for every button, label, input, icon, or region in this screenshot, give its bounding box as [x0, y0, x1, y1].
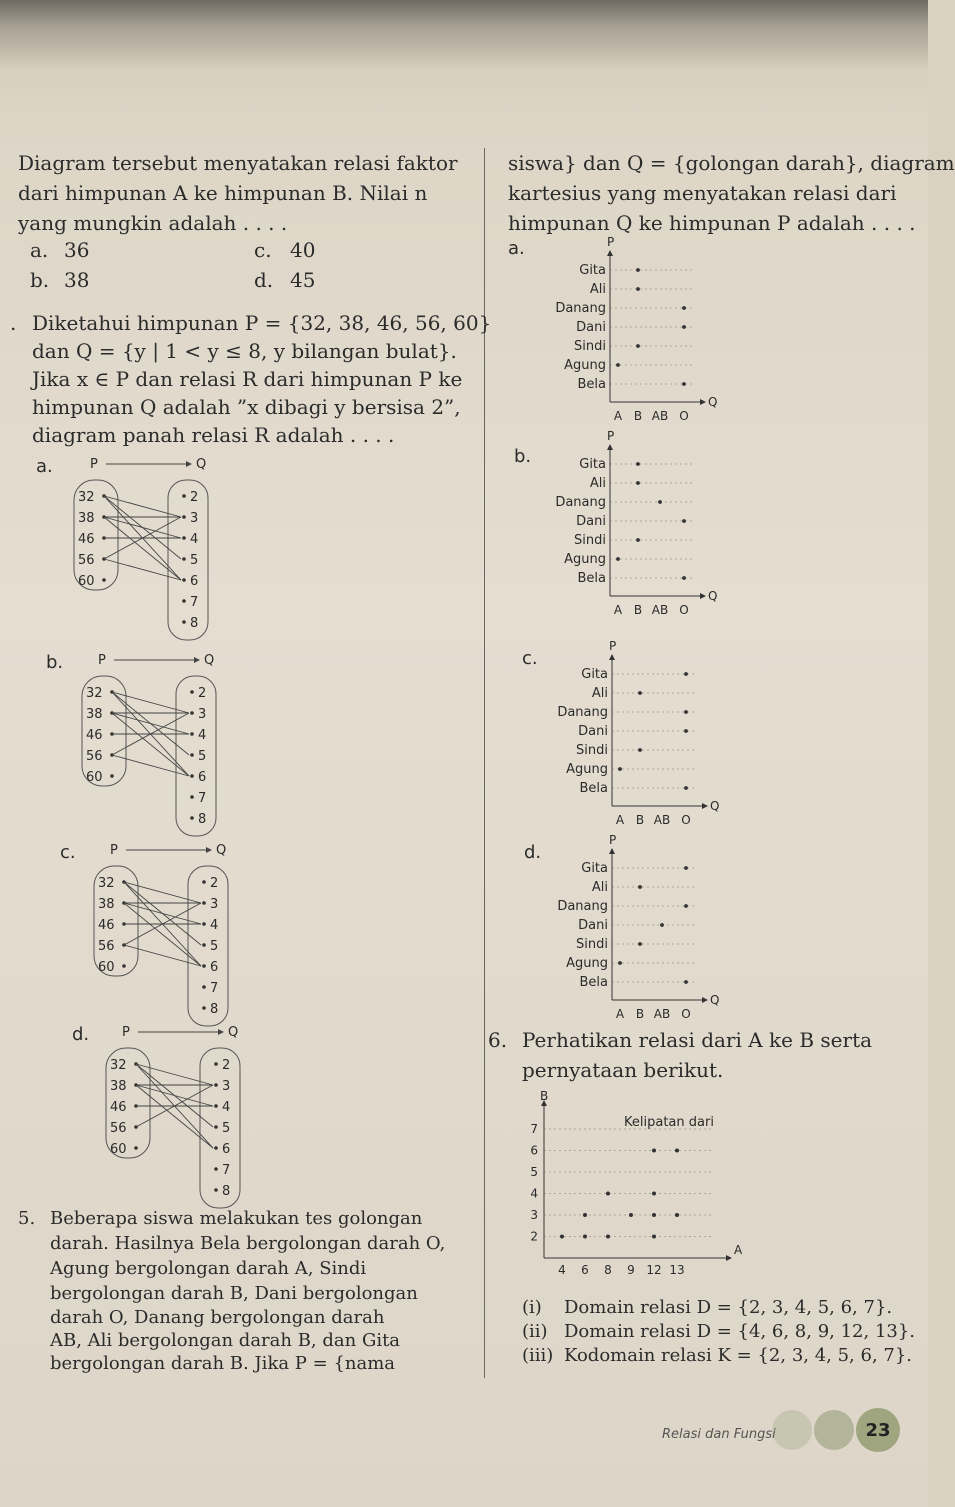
blood-type-label: A	[613, 409, 623, 423]
q-value: 2	[198, 686, 207, 701]
q-dot	[182, 494, 186, 498]
relation-point	[618, 961, 622, 965]
q4-line-2: dari himpunan A ke himpunan B. Nilai n	[18, 181, 428, 205]
footer-decoration	[814, 1410, 854, 1450]
relation-point	[618, 767, 622, 771]
header-arrow-head	[186, 461, 192, 467]
q-dot	[202, 985, 206, 989]
arrow-option-label: d.	[72, 1024, 90, 1045]
name-label: Sindi	[574, 339, 606, 354]
q4-option-c-label: c.	[254, 238, 272, 262]
q5b-line-4: bergolongan darah B, Dani bergolongan	[50, 1283, 418, 1304]
name-label: Dani	[576, 320, 606, 335]
name-label: Dani	[578, 724, 608, 739]
p-value: 60	[110, 1142, 127, 1157]
name-label: Danang	[557, 705, 608, 720]
p-value: 56	[86, 749, 103, 764]
data-point	[675, 1213, 679, 1217]
blood-type-label: AB	[651, 603, 669, 617]
q-dot	[214, 1188, 218, 1192]
q-value: 5	[198, 749, 207, 764]
q-value: 4	[222, 1100, 231, 1115]
statement-iii-label: (iii)	[522, 1345, 554, 1366]
relation-point	[636, 344, 640, 348]
p-value: 56	[78, 553, 95, 568]
footer-decoration	[772, 1410, 812, 1450]
y-axis-label: B	[540, 1089, 549, 1103]
blood-type-label: O	[679, 603, 689, 617]
relation-point	[636, 462, 640, 466]
data-point	[652, 1235, 656, 1239]
p-value: 60	[78, 574, 95, 589]
blood-type-label: A	[615, 813, 625, 827]
q-value: 5	[222, 1121, 231, 1136]
name-label: Ali	[591, 880, 608, 895]
q4-option-a-label: a.	[30, 238, 49, 262]
q-value: 8	[190, 616, 199, 631]
relation-point	[638, 691, 642, 695]
q4-option-b-label: b.	[30, 268, 50, 292]
q-dot	[182, 578, 186, 582]
data-point	[652, 1192, 656, 1196]
q-dot	[190, 774, 194, 778]
p-value: 38	[110, 1079, 127, 1094]
p-value: 32	[110, 1058, 127, 1073]
statement-i-text: Domain relasi D = {2, 3, 4, 5, 6, 7}.	[564, 1297, 893, 1318]
relation-point	[682, 519, 686, 523]
relation-point	[616, 557, 620, 561]
q-value: 6	[222, 1142, 231, 1157]
y-tick-label: 4	[530, 1186, 538, 1201]
relation-point	[658, 500, 662, 504]
name-label: Gita	[579, 263, 606, 278]
q-dot	[202, 1006, 206, 1010]
relation-point	[636, 538, 640, 542]
q5a-line-1: Diketahui himpunan P = {32, 38, 46, 56, 60}	[32, 311, 492, 335]
blood-type-label: B	[633, 603, 643, 617]
p-value: 46	[86, 728, 103, 743]
statement-ii-text: Domain relasi D = {4, 6, 8, 9, 12, 13}.	[564, 1321, 916, 1342]
p-value: 32	[78, 490, 95, 505]
cart-option-label: a.	[508, 238, 525, 259]
set-p-label: P	[90, 457, 98, 472]
q-value: 2	[190, 490, 199, 505]
relation-point	[682, 325, 686, 329]
y-axis-label: P	[609, 639, 617, 653]
name-label: Bela	[577, 377, 606, 392]
q-value: 2	[210, 876, 219, 891]
p-value: 38	[78, 511, 95, 526]
x-axis-arrow	[702, 803, 708, 809]
page-number: 23	[856, 1408, 900, 1452]
data-point	[675, 1149, 679, 1153]
data-point	[606, 1192, 610, 1196]
q-value: 2	[222, 1058, 231, 1073]
relation-point	[638, 942, 642, 946]
relation-point	[638, 748, 642, 752]
q-dot	[190, 753, 194, 757]
name-label: Sindi	[576, 937, 608, 952]
q5b-line-3: Agung bergolongan darah A, Sindi	[50, 1258, 367, 1279]
p-value: 56	[110, 1121, 127, 1136]
q-value: 3	[190, 511, 199, 526]
relation-arrow	[112, 755, 189, 776]
name-label: Bela	[577, 571, 606, 586]
data-point	[583, 1213, 587, 1217]
y-axis-arrow	[607, 250, 613, 256]
blood-type-label: AB	[651, 409, 669, 423]
blood-type-label: B	[633, 409, 643, 423]
arrow-option-label: c.	[60, 842, 76, 863]
q-value: 3	[222, 1079, 231, 1094]
q-dot	[182, 536, 186, 540]
blood-type-label: O	[681, 1007, 691, 1021]
q6-line-1: Perhatikan relasi dari A ke B serta	[522, 1028, 873, 1052]
q-dot	[182, 599, 186, 603]
relation-arrow	[104, 496, 181, 517]
p-dot	[122, 964, 126, 968]
x-tick-label: 8	[604, 1263, 612, 1277]
relation-point	[682, 382, 686, 386]
chart-title: Kelipatan dari	[624, 1115, 714, 1130]
multiples-chart	[500, 1088, 743, 1288]
blood-type-label: AB	[653, 813, 671, 827]
q5a-prefix: .	[10, 311, 17, 335]
relation-arrow	[136, 1064, 213, 1085]
relation-point	[682, 576, 686, 580]
x-axis-arrow	[702, 997, 708, 1003]
q5b-line-5: darah O, Danang bergolongan darah	[50, 1307, 385, 1328]
relation-point	[636, 287, 640, 291]
relation-point	[684, 710, 688, 714]
q-value: 5	[190, 553, 199, 568]
arrow-option-label: a.	[36, 456, 53, 477]
data-point	[606, 1235, 610, 1239]
q5b-line-2: darah. Hasilnya Bela bergolongan darah O,	[50, 1233, 446, 1254]
x-axis-label: Q	[708, 395, 718, 409]
name-label: Sindi	[576, 743, 608, 758]
q-value: 5	[210, 939, 219, 954]
q4-option-d-value: 45	[290, 268, 316, 292]
relation-arrow	[104, 517, 181, 538]
q-dot	[182, 620, 186, 624]
name-label: Agung	[566, 956, 608, 971]
chapter-title: Relasi dan Fungsi	[662, 1427, 776, 1442]
p-dot	[110, 774, 114, 778]
y-tick-label: 6	[530, 1143, 538, 1158]
relation-point	[616, 363, 620, 367]
cart-option-label: d.	[524, 842, 542, 863]
q4-option-d-label: d.	[254, 268, 274, 292]
statement-iii-text: Kodomain relasi K = {2, 3, 4, 5, 6, 7}.	[564, 1345, 913, 1366]
q4-line-3: yang mungkin adalah . . . .	[18, 211, 288, 235]
p-dot	[102, 578, 106, 582]
relation-arrow	[124, 945, 201, 966]
q-dot	[182, 515, 186, 519]
name-label: Bela	[579, 975, 608, 990]
set-q-label: Q	[196, 457, 207, 472]
p-value: 46	[98, 918, 115, 933]
p-value: 32	[98, 876, 115, 891]
cartesian-diagram-options	[484, 0, 928, 1040]
name-label: Bela	[579, 781, 608, 796]
name-label: Ali	[591, 686, 608, 701]
q5a-line-3: Jika x ∈ P dan relasi R dari himpunan P ke	[32, 367, 463, 391]
header-arrow-head	[218, 1029, 224, 1035]
q4-option-c-value: 40	[290, 238, 316, 262]
relation-arrow	[112, 713, 189, 776]
p-value: 38	[86, 707, 103, 722]
p-value: 46	[110, 1100, 127, 1115]
statement-ii-label: (ii)	[522, 1321, 548, 1342]
p-value: 32	[86, 686, 103, 701]
y-tick-label: 5	[530, 1165, 538, 1179]
y-tick-label: 3	[530, 1208, 538, 1222]
header-arrow-head	[194, 657, 200, 663]
set-q-oval	[188, 866, 228, 1026]
name-label: Danang	[555, 495, 606, 510]
q5b-line-7: bergolongan darah B. Jika P = {nama	[50, 1353, 396, 1374]
name-label: Gita	[579, 457, 606, 472]
q-value: 4	[198, 728, 207, 743]
name-label: Danang	[557, 899, 608, 914]
q-value: 8	[222, 1184, 231, 1199]
relation-arrow	[104, 517, 181, 580]
q-dot	[190, 690, 194, 694]
q4-option-b-value: 38	[64, 268, 90, 292]
x-axis-label: Q	[708, 589, 718, 603]
relation-point	[684, 672, 688, 676]
name-label: Sindi	[574, 533, 606, 548]
q-value: 7	[190, 595, 199, 610]
p-dot	[134, 1146, 138, 1150]
p-value: 46	[78, 532, 95, 547]
x-axis-arrow	[700, 399, 706, 405]
q-dot	[202, 943, 206, 947]
x-axis-arrow	[700, 593, 706, 599]
q5a-line-2: dan Q = {y | 1 < y ≤ 8, y bilangan bulat}.	[32, 339, 457, 363]
set-q-oval	[176, 676, 216, 836]
name-label: Agung	[564, 552, 606, 567]
name-label: Dani	[576, 514, 606, 529]
y-axis-label: P	[607, 235, 615, 249]
x-tick-label: 4	[558, 1263, 566, 1277]
set-p-label: P	[98, 653, 106, 668]
y-axis-label: P	[609, 833, 617, 847]
x-tick-label: 9	[627, 1263, 635, 1277]
set-q-oval	[168, 480, 208, 640]
set-q-oval	[200, 1048, 240, 1208]
y-axis-label: P	[607, 429, 615, 443]
blood-type-label: AB	[653, 1007, 671, 1021]
p-value: 56	[98, 939, 115, 954]
relation-point	[636, 268, 640, 272]
relation-point	[684, 866, 688, 870]
set-p-label: P	[110, 843, 118, 858]
relation-point	[682, 306, 686, 310]
blood-type-label: A	[613, 603, 623, 617]
relation-arrow	[112, 692, 189, 713]
statement-i-label: (i)	[522, 1297, 542, 1318]
y-axis-arrow	[607, 444, 613, 450]
q-dot	[214, 1146, 218, 1150]
header-arrow-head	[206, 847, 212, 853]
data-point	[583, 1235, 587, 1239]
cart-option-label: c.	[522, 648, 538, 669]
name-label: Dani	[578, 918, 608, 933]
relation-arrow	[104, 559, 181, 580]
set-q-label: Q	[204, 653, 215, 668]
relation-point	[684, 904, 688, 908]
p-value: 60	[86, 770, 103, 785]
q-dot	[190, 711, 194, 715]
q5b-number: 5.	[18, 1208, 36, 1229]
x-axis-label: Q	[710, 993, 720, 1007]
p-value: 38	[98, 897, 115, 912]
q-value: 8	[210, 1002, 219, 1017]
data-point	[652, 1149, 656, 1153]
q-dot	[182, 557, 186, 561]
relation-point	[660, 923, 664, 927]
arrow-option-label: b.	[46, 652, 64, 673]
relation-arrow	[124, 882, 201, 903]
q-value: 7	[222, 1163, 231, 1178]
x-axis-arrow	[726, 1255, 732, 1261]
relation-point	[638, 885, 642, 889]
y-tick-label: 7	[530, 1122, 538, 1136]
q5-cont-line-1: siswa} dan Q = {golongan darah}, diagram	[508, 151, 955, 175]
data-point	[560, 1235, 564, 1239]
q-dot	[202, 901, 206, 905]
blood-type-label: B	[635, 1007, 645, 1021]
cart-option-label: b.	[514, 446, 532, 467]
x-axis-label: A	[734, 1243, 743, 1257]
q-dot	[202, 880, 206, 884]
x-axis-label: Q	[710, 799, 720, 813]
q5-cont-line-3: himpunan Q ke himpunan P adalah . . . .	[508, 211, 916, 235]
q-dot	[190, 732, 194, 736]
q-value: 6	[190, 574, 199, 589]
q6-number: 6.	[488, 1028, 508, 1052]
y-axis-arrow	[609, 848, 615, 854]
relation-arrow	[124, 903, 201, 924]
y-tick-label: 2	[530, 1229, 538, 1244]
data-point	[629, 1213, 633, 1217]
q-value: 3	[210, 897, 219, 912]
q-dot	[214, 1062, 218, 1066]
q-dot	[214, 1167, 218, 1171]
q5a-line-4: himpunan Q adalah ”x dibagi y bersisa 2”,	[32, 395, 461, 419]
arrow-diagram-options	[0, 0, 484, 1200]
q6-line-2: pernyataan berikut.	[522, 1058, 724, 1082]
q-value: 3	[198, 707, 207, 722]
q-dot	[190, 816, 194, 820]
q5a-line-5: diagram panah relasi R adalah . . . .	[32, 423, 395, 447]
q-dot	[214, 1104, 218, 1108]
q5b-line-6: AB, Ali bergolongan darah B, dan Gita	[50, 1330, 401, 1351]
x-tick-label: 12	[646, 1263, 662, 1277]
q-dot	[202, 922, 206, 926]
q5b-line-1: Beberapa siswa melakukan tes golongan	[50, 1208, 423, 1229]
q-dot	[190, 795, 194, 799]
name-label: Ali	[589, 476, 606, 491]
q-value: 4	[190, 532, 199, 547]
q-dot	[214, 1125, 218, 1129]
x-tick-label: 6	[581, 1263, 589, 1277]
relation-arrow	[124, 903, 201, 966]
relation-arrow	[136, 1085, 213, 1106]
blood-type-label: B	[635, 813, 645, 827]
q4-line-1: Diagram tersebut menyatakan relasi faktor	[18, 151, 458, 175]
q-value: 7	[198, 791, 207, 806]
relation-arrow	[112, 713, 189, 734]
name-label: Gita	[581, 667, 608, 682]
y-axis-arrow	[609, 654, 615, 660]
blood-type-label: A	[615, 1007, 625, 1021]
name-label: Agung	[566, 762, 608, 777]
q-dot	[202, 964, 206, 968]
name-label: Ali	[589, 282, 606, 297]
name-label: Danang	[555, 301, 606, 316]
relation-arrow	[136, 1085, 213, 1148]
x-tick-label: 13	[669, 1263, 685, 1277]
name-label: Gita	[581, 861, 608, 876]
relation-point	[636, 481, 640, 485]
data-point	[652, 1213, 656, 1217]
relation-point	[684, 786, 688, 790]
blood-type-label: O	[681, 813, 691, 827]
relation-point	[684, 729, 688, 733]
q-dot	[214, 1083, 218, 1087]
set-p-label: P	[122, 1025, 130, 1040]
q-value: 8	[198, 812, 207, 827]
p-value: 60	[98, 960, 115, 975]
q4-option-a-value: 36	[64, 238, 90, 262]
set-q-label: Q	[216, 843, 227, 858]
set-q-label: Q	[228, 1025, 239, 1040]
q-value: 6	[210, 960, 219, 975]
q5-cont-line-2: kartesius yang menyatakan relasi dari	[508, 181, 897, 205]
q-value: 4	[210, 918, 219, 933]
blood-type-label: O	[679, 409, 689, 423]
name-label: Agung	[564, 358, 606, 373]
q-value: 7	[210, 981, 219, 996]
relation-point	[684, 980, 688, 984]
q-value: 6	[198, 770, 207, 785]
